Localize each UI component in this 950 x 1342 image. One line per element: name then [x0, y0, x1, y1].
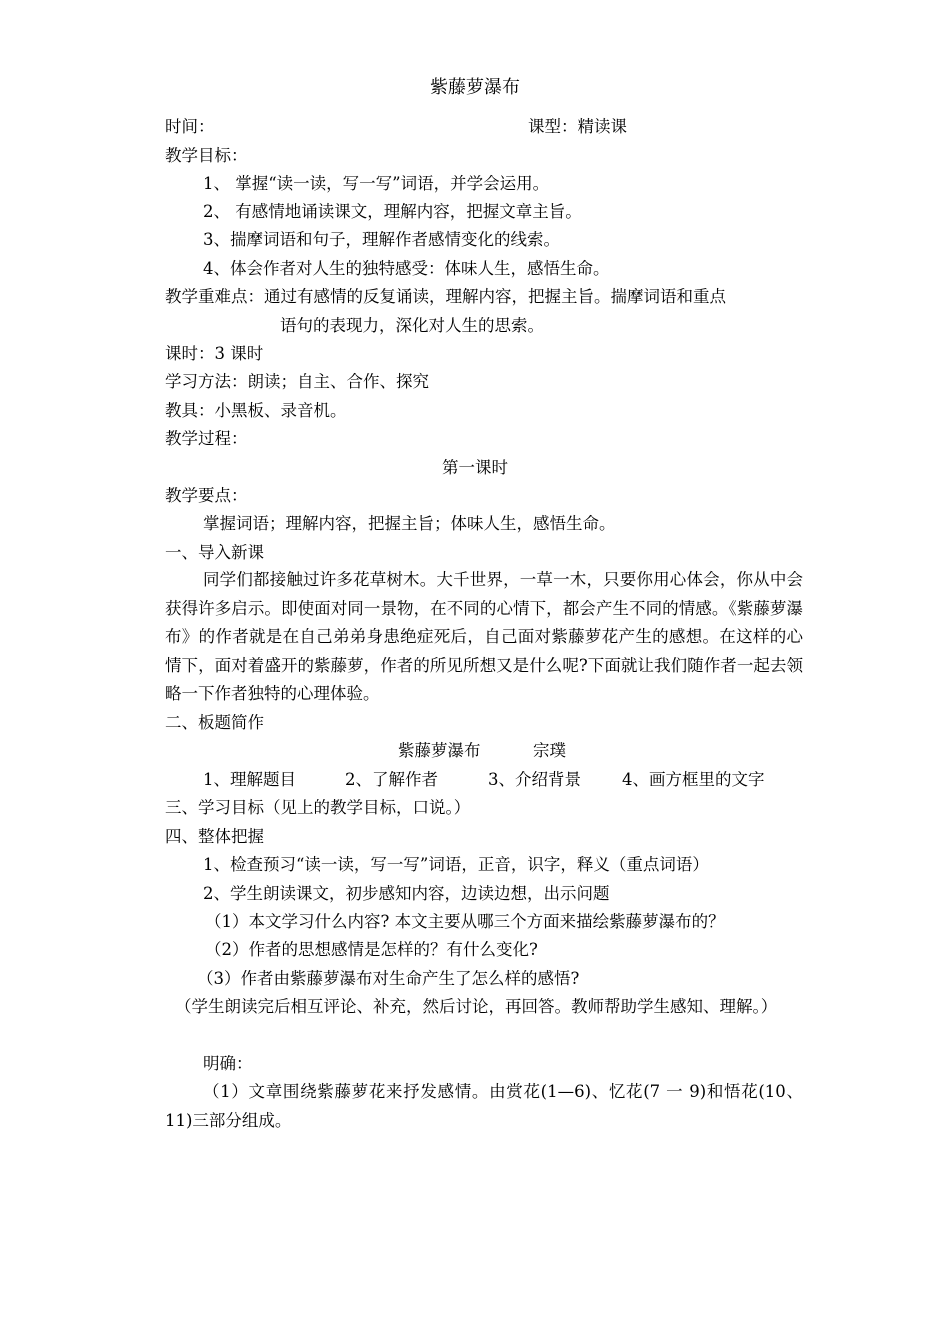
board-author: 宗璞	[533, 741, 566, 760]
goal-item-4: 4、体会作者对人生的独特感受：体味人生，感悟生命。	[203, 259, 610, 278]
board-item-3: 3、介绍背景	[488, 770, 581, 789]
teaching-tools: 教具：小黑板、录音机。	[165, 401, 347, 420]
section-2-heading: 二、板题简作	[165, 713, 264, 732]
document-title: 紫藤萝瀑布	[430, 77, 520, 98]
lesson-type-label: 课型：精读课	[528, 117, 627, 136]
lesson-points-heading: 教学要点：	[165, 486, 248, 505]
clarify-label: 明确：	[203, 1054, 253, 1073]
section-4-heading: 四、整体把握	[165, 827, 264, 846]
key-points-line-1: 教学重难点：通过有感情的反复诵读，理解内容，把握主旨。揣摩词语和重点	[165, 287, 726, 306]
section-1-heading: 一、导入新课	[165, 543, 264, 562]
answer-1: （1）文章围绕紫藤萝花来抒发感情。由赏花(1—6)、忆花(7 一 9)和悟花(10、11)三部分组成。	[165, 1082, 803, 1130]
question-2: （2）作者的思想感情是怎样的？有什么变化?	[205, 940, 538, 959]
section-1-paragraph: 同学们都接触过许多花草树木。大千世界，一草一木，只要你用心体会，你从中会获得许多启示。即使面对同一景物，在不同的心情下，都会产生不同的情感。《紫藤萝瀑布》的作者就是在自己弟弟身患绝症死后，自己面对紫藤萝花产生的感想。在这样的心情下，面对着盛开的紫藤萝，作者的所见所想又是什么呢?下面就让我们随作者一起去领略一下作者独特的心理体验。	[165, 570, 803, 703]
learning-methods: 学习方法：朗读；自主、合作、探究	[165, 372, 429, 391]
class-hours: 课时：3 课时	[165, 344, 264, 363]
section-4-step-2: 2、学生朗读课文，初步感知内容，边读边想，出示问题	[203, 884, 610, 903]
lesson-points: 掌握词语；理解内容，把握主旨；体味人生，感悟生命。	[203, 514, 616, 533]
goal-item-3: 3、揣摩词语和句子，理解作者感情变化的线索。	[203, 230, 560, 249]
section-4-step-1: 1、检查预习“读一读，写一写”词语，正音，识字，释义（重点词语）	[203, 855, 709, 874]
question-1: （1）本文学习什么内容? 本文主要从哪三个方面来描绘紫藤萝瀑布的？	[205, 912, 725, 931]
student-note: （学生朗读完后相互评论、补充，然后讨论，再回答。教师帮助学生感知、理解。）	[175, 997, 778, 1016]
key-points-line-2: 语句的表现力，深化对人生的思索。	[280, 316, 544, 335]
lesson-1-heading: 第一课时	[442, 458, 508, 477]
time-label: 时间：	[165, 117, 215, 136]
goal-item-2: 2、 有感情地诵读课文，理解内容，把握文章主旨。	[203, 202, 582, 221]
goals-heading: 教学目标：	[165, 146, 248, 165]
goal-item-1: 1、 掌握“读一读，写一写”词语，并学会运用。	[203, 174, 550, 193]
board-item-1: 1、理解题目	[203, 770, 296, 789]
board-title: 紫藤萝瀑布	[398, 741, 481, 760]
section-3-heading: 三、学习目标（见上的教学目标，口说。）	[165, 798, 471, 817]
question-3: （3）作者由紫藤萝瀑布对生命产生了怎么样的感悟?	[197, 969, 580, 988]
board-item-2: 2、了解作者	[345, 770, 438, 789]
process-heading: 教学过程：	[165, 429, 248, 448]
board-item-4: 4、画方框里的文字	[622, 770, 765, 789]
